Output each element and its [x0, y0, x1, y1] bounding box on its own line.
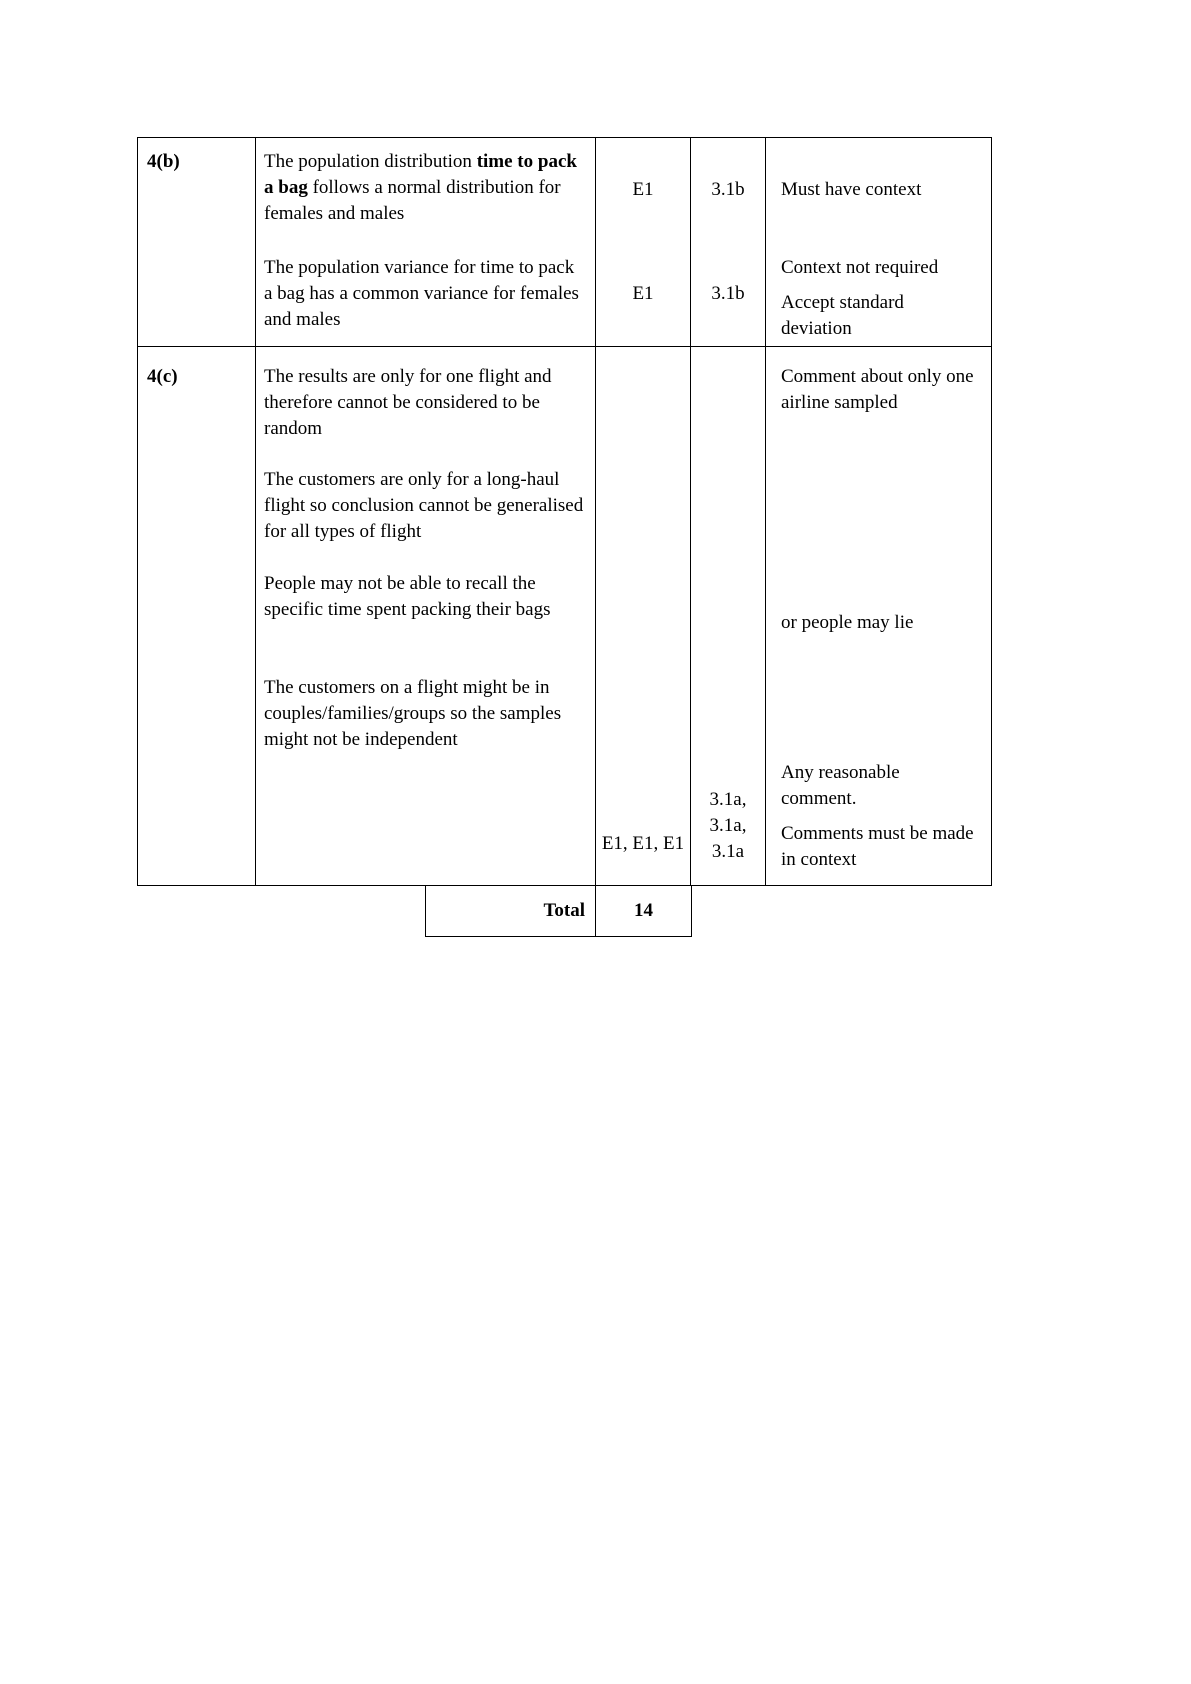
question-number-empty — [138, 753, 256, 885]
mark-cell: E1 — [596, 138, 691, 242]
guidance-cell-empty — [766, 467, 991, 571]
answer-text-bold: time to pack a bag — [264, 151, 577, 198]
guidance-cell — [766, 753, 991, 885]
answer-paragraph: People may not be able to recall the specific time spent packing their bags — [264, 573, 551, 620]
ao-cell-empty — [691, 571, 766, 675]
answer-paragraph: The population variance for time to pack a bag has a common variance for females and males — [264, 257, 579, 330]
guidance-paragraph: Context not required — [781, 257, 939, 278]
guidance-paragraph: Comment about only one airline sampled — [781, 366, 974, 413]
row-4b-part1 — [138, 138, 991, 242]
guidance-paragraph: Accept standard deviation — [781, 292, 904, 339]
guidance-paragraph: Any reasonable comment. — [781, 762, 900, 809]
answer-paragraph — [264, 149, 587, 227]
row-4b-part2 — [138, 242, 991, 346]
answer-cell-empty — [256, 753, 596, 885]
ao-cell-empty — [691, 467, 766, 571]
mark-cell: E1, E1, E1 — [596, 753, 691, 885]
answer-text: The population distribution — [264, 151, 477, 172]
total-marks-value: 14 — [634, 900, 653, 921]
total-label: Total — [426, 886, 596, 936]
mark-cell-empty — [596, 675, 691, 753]
question-number: 4(c) — [138, 346, 256, 467]
answer-cell — [256, 571, 596, 675]
answer-cell — [256, 467, 596, 571]
mark-cell-empty — [596, 467, 691, 571]
guidance-cell-empty — [766, 675, 991, 753]
guidance-cell — [766, 242, 991, 346]
question-number-empty — [138, 571, 256, 675]
ao-cell-empty — [691, 675, 766, 753]
guidance-cell: or people may lie — [781, 612, 914, 633]
answer-cell — [256, 346, 596, 467]
row-4c-marks — [138, 753, 991, 885]
row-4c-part4 — [138, 675, 991, 753]
answer-paragraph: The customers are only for a long-haul flight so conclusion cannot be generalised for all types of flight — [264, 469, 584, 542]
mark-cell: E1 — [596, 242, 691, 346]
answer-cell — [256, 242, 596, 346]
mark-scheme-table — [137, 137, 992, 886]
row-4c-part2 — [138, 467, 991, 571]
ao-cell: 3.1b — [691, 138, 766, 242]
row-4c-part3 — [138, 571, 991, 675]
mark-cell-empty — [596, 571, 691, 675]
total-row — [425, 886, 692, 937]
answer-paragraph: The results are only for one flight and therefore cannot be considered to be random — [264, 366, 552, 439]
question-number-empty — [138, 242, 256, 346]
ao-cell-empty — [691, 346, 766, 467]
answer-text: follows a normal distribution for females and males — [264, 177, 561, 224]
guidance-paragraph: Comments must be made in context — [781, 823, 974, 870]
guidance-cell — [766, 346, 991, 467]
guidance-cell: Must have context — [781, 179, 922, 200]
answer-cell — [256, 675, 596, 753]
ao-cell: 3.1b — [691, 242, 766, 346]
ao-cell: 3.1a, 3.1a, 3.1a — [691, 753, 766, 885]
mark-cell-empty — [596, 346, 691, 467]
answer-paragraph: The customers on a flight might be in couples/families/groups so the samples might not be independent — [264, 677, 562, 750]
question-number: 4(b) — [138, 138, 256, 242]
question-number-empty — [138, 675, 256, 753]
row-4c-part1 — [138, 346, 991, 467]
answer-cell — [256, 138, 596, 242]
question-number-empty — [138, 467, 256, 571]
mark-scheme-page — [137, 137, 997, 937]
